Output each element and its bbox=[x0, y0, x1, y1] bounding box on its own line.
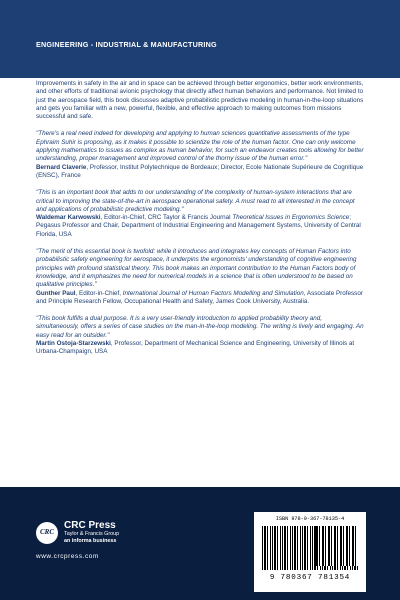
reviewer-affiliation-prefix: , Editor-in-Chief, bbox=[75, 289, 123, 297]
reviewer-name: Bernard Claverie bbox=[36, 163, 87, 171]
journal-title: Theoretical Issues in Ergonomics Science bbox=[232, 214, 350, 222]
crc-logo-icon bbox=[36, 522, 58, 544]
review-1 bbox=[36, 130, 366, 180]
logo-text: CRC bbox=[39, 528, 54, 536]
publisher-name: CRC Press bbox=[64, 520, 116, 531]
reviewer-credit bbox=[36, 214, 366, 239]
reviewer-affiliation-prefix: , Editor-in-Chief, CRC Taylor & Francis Journal bbox=[100, 214, 233, 222]
review-2 bbox=[36, 189, 366, 239]
book-description: Improvements in safety in the air and in space can be achieved through better ergonomics, better work environments, and other efforts of traditional avionic psychology that directly affect human behaviors and performance. Not limited to just the aerospace field, this book discusses adaptive probabilistic predictive modeling in human-in-the-loop situations and gets you familiar with a new, powerful, flexible, and effective approach to making outcomes from missions successful and safe. bbox=[36, 80, 364, 121]
reviewer-credit bbox=[36, 290, 366, 307]
reviewer-affiliation: ; Pegasus Professor and Chair, Department of Industrial Engineering and Management Systems, University of Central Florida, USA bbox=[36, 214, 361, 238]
publisher-block bbox=[64, 520, 119, 545]
publisher-imprint: an informa business bbox=[64, 538, 117, 544]
publisher-website: www.crcpress.com bbox=[36, 553, 99, 560]
reviewer-name: Martin Ostoja-Starzewski bbox=[36, 340, 111, 348]
publisher-group: Taylor & Francis Group bbox=[64, 531, 120, 537]
reviewer-name: Gunther Paul bbox=[36, 289, 76, 297]
reviewer-affiliation: , Professor, Institut Polytechnique de Bordeaux; Director, Ecole Nationale Supérieure de Cognitique (ENSC), France bbox=[36, 163, 364, 179]
back-cover-text bbox=[36, 80, 366, 366]
isbn-barcode bbox=[254, 512, 366, 592]
journal-title: International Journal of Human Factors Modelling and Simulation bbox=[122, 289, 304, 297]
category-label: ENGINEERING - INDUSTRIAL & MANUFACTURING bbox=[36, 40, 217, 49]
header-band bbox=[0, 0, 400, 78]
barcode-digits: 9 780367 781354 bbox=[269, 574, 351, 582]
reviewer-affiliation: , Associate Professor and Principle Research Fellow, Occupational Health and Safety, James Cook University, Australia. bbox=[36, 289, 363, 305]
review-3 bbox=[36, 248, 366, 306]
review-4 bbox=[36, 315, 366, 356]
reviewer-credit bbox=[36, 164, 366, 181]
review-quote: "There's a real need indeed for developing and applying to human sciences quantitative assessments of the type Ephraim Suhir is proposing, as it makes it possible to scientize the role of the human factor. One can only welcome applying mathematics to issues as complex as human behavior, for such an endeavor creates tools allowing for better understanding, proper management and improved control of the thorny issue of the human error." bbox=[36, 130, 364, 163]
reviewer-credit bbox=[36, 340, 366, 357]
review-quote: "The merit of this essential book is twofold: while it introduces and integrates key concepts of Human Factors into probabilistic safety engineering for aerospace, it underpins the ergonomists' understanding of cognitive engineering principles with profound statistical theory. This book makes an important contribution to the Human Factors body of knowledge, and it emphasizes the need for numerical models in a science that is often understood to be based on qualitative principles." bbox=[36, 248, 357, 289]
review-quote: "This is an important book that adds to our understanding of the complexity of human-system interactions that are critical to improving the state-of-the-art in aerospace operational safety. A must read to all interested in the concept and applications of probabilistic predictive modeling." bbox=[36, 189, 355, 213]
review-quote: "This book fulfills a dual purpose. It is a very user-friendly introduction to applied probability theory and, simultaneously, offers a series of case studies on the man-in-the-loop modeling. The writing is lively and engaging. An easy read for an outsider." bbox=[36, 315, 364, 339]
reviewer-affiliation: , Professor, Department of Mechanical Science and Engineering, University of Illinois at Urbana-Champaign, USA bbox=[36, 340, 355, 356]
barcode-bars-right bbox=[316, 526, 358, 566]
isbn-label: ISBN 978-0-367-78135-4 bbox=[275, 516, 345, 522]
reviewer-name: Waldemar Karwowski bbox=[36, 214, 101, 222]
